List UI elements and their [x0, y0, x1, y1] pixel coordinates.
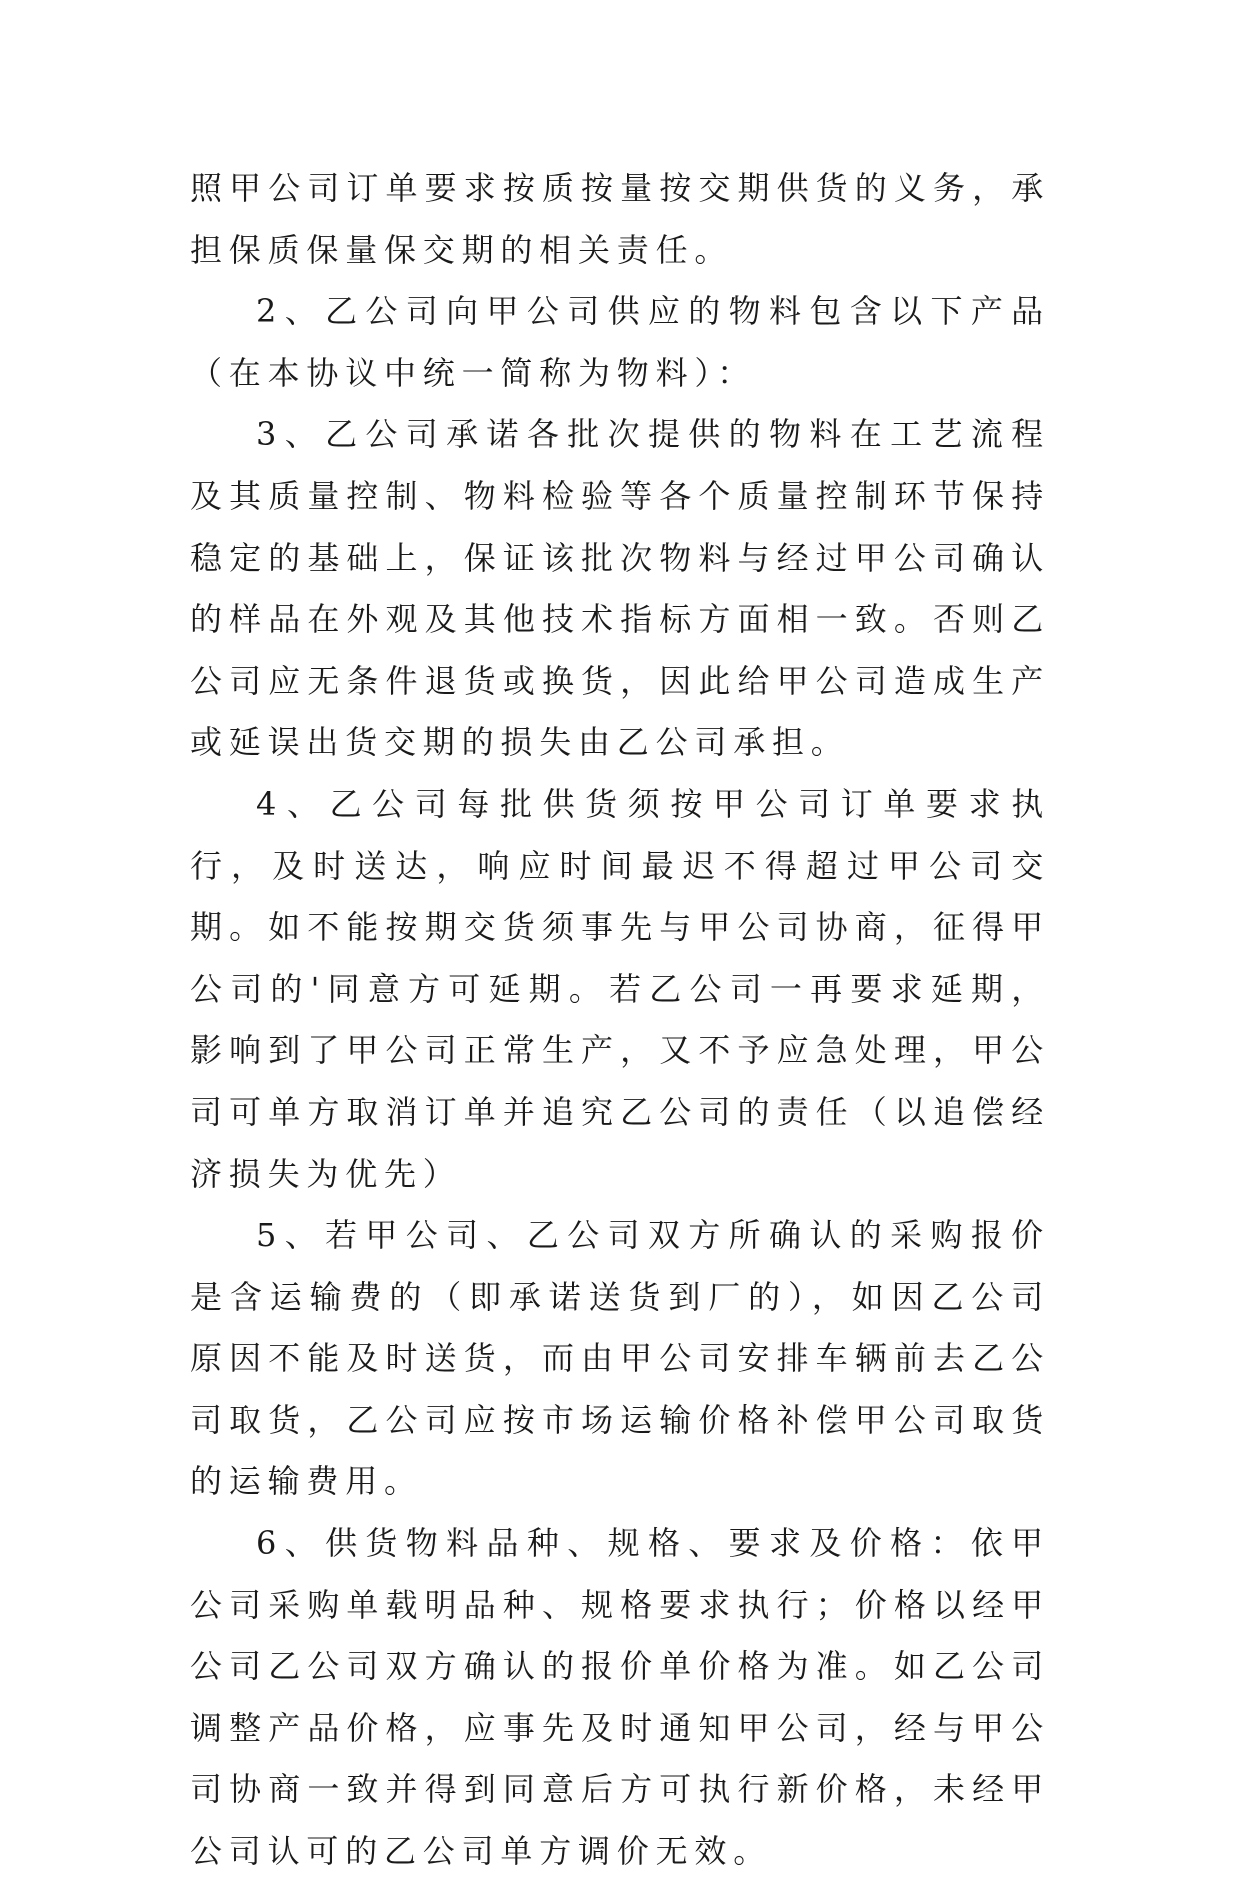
- paragraph-continuation: 照甲公司订单要求按质按量按交期供货的义务，承担保质保量保交期的相关责任。: [190, 169, 1050, 269]
- paragraph-clause-3: 3、乙公司承诺各批次提供的物料在工艺流程及其质量控制、物料检验等各个质量控制环节保持稳定的基础上，保证该批次物料与经过甲公司确认的样品在外观及其他技术指标方面相一致。否则乙公司应无条件退货或换货，因此给甲公司造成生产或延误出货交期的损失由乙公司承担。: [190, 415, 1050, 762]
- paragraph-clause-2: 2、乙公司向甲公司供应的物料包含以下产品（在本协议中统一简称为物料）：: [190, 292, 1050, 392]
- paragraph-clause-6: 6、供货物料品种、规格、要求及价格：依甲公司采购单载明品种、规格要求执行；价格以经甲公司乙公司双方确认的报价单价格为准。如乙公司调整产品价格，应事先及时通知甲公司，经与甲公司协商一致并得到同意后方可执行新价格，未经甲公司认可的乙公司单方调价无效。: [190, 1524, 1050, 1871]
- paragraph-clause-4: 4、乙公司每批供货须按甲公司订单要求执行，及时送达，响应时间最迟不得超过甲公司交期。如不能按期交货须事先与甲公司协商，征得甲公司的'同意方可延期。若乙公司一再要求延期，影响到了甲公司正常生产，又不予应急处理，甲公司可单方取消订单并追究乙公司的责任（以追偿经济损失为优先）: [190, 784, 1050, 1193]
- paragraph-clause-5: 5、若甲公司、乙公司双方所确认的采购报价是含运输费的（即承诺送货到厂的），如因乙公司原因不能及时送货，而由甲公司安排车辆前去乙公司取货，乙公司应按市场运输价格补偿甲公司取货的运输费用。: [190, 1216, 1050, 1501]
- document-body: [190, 158, 1050, 1883]
